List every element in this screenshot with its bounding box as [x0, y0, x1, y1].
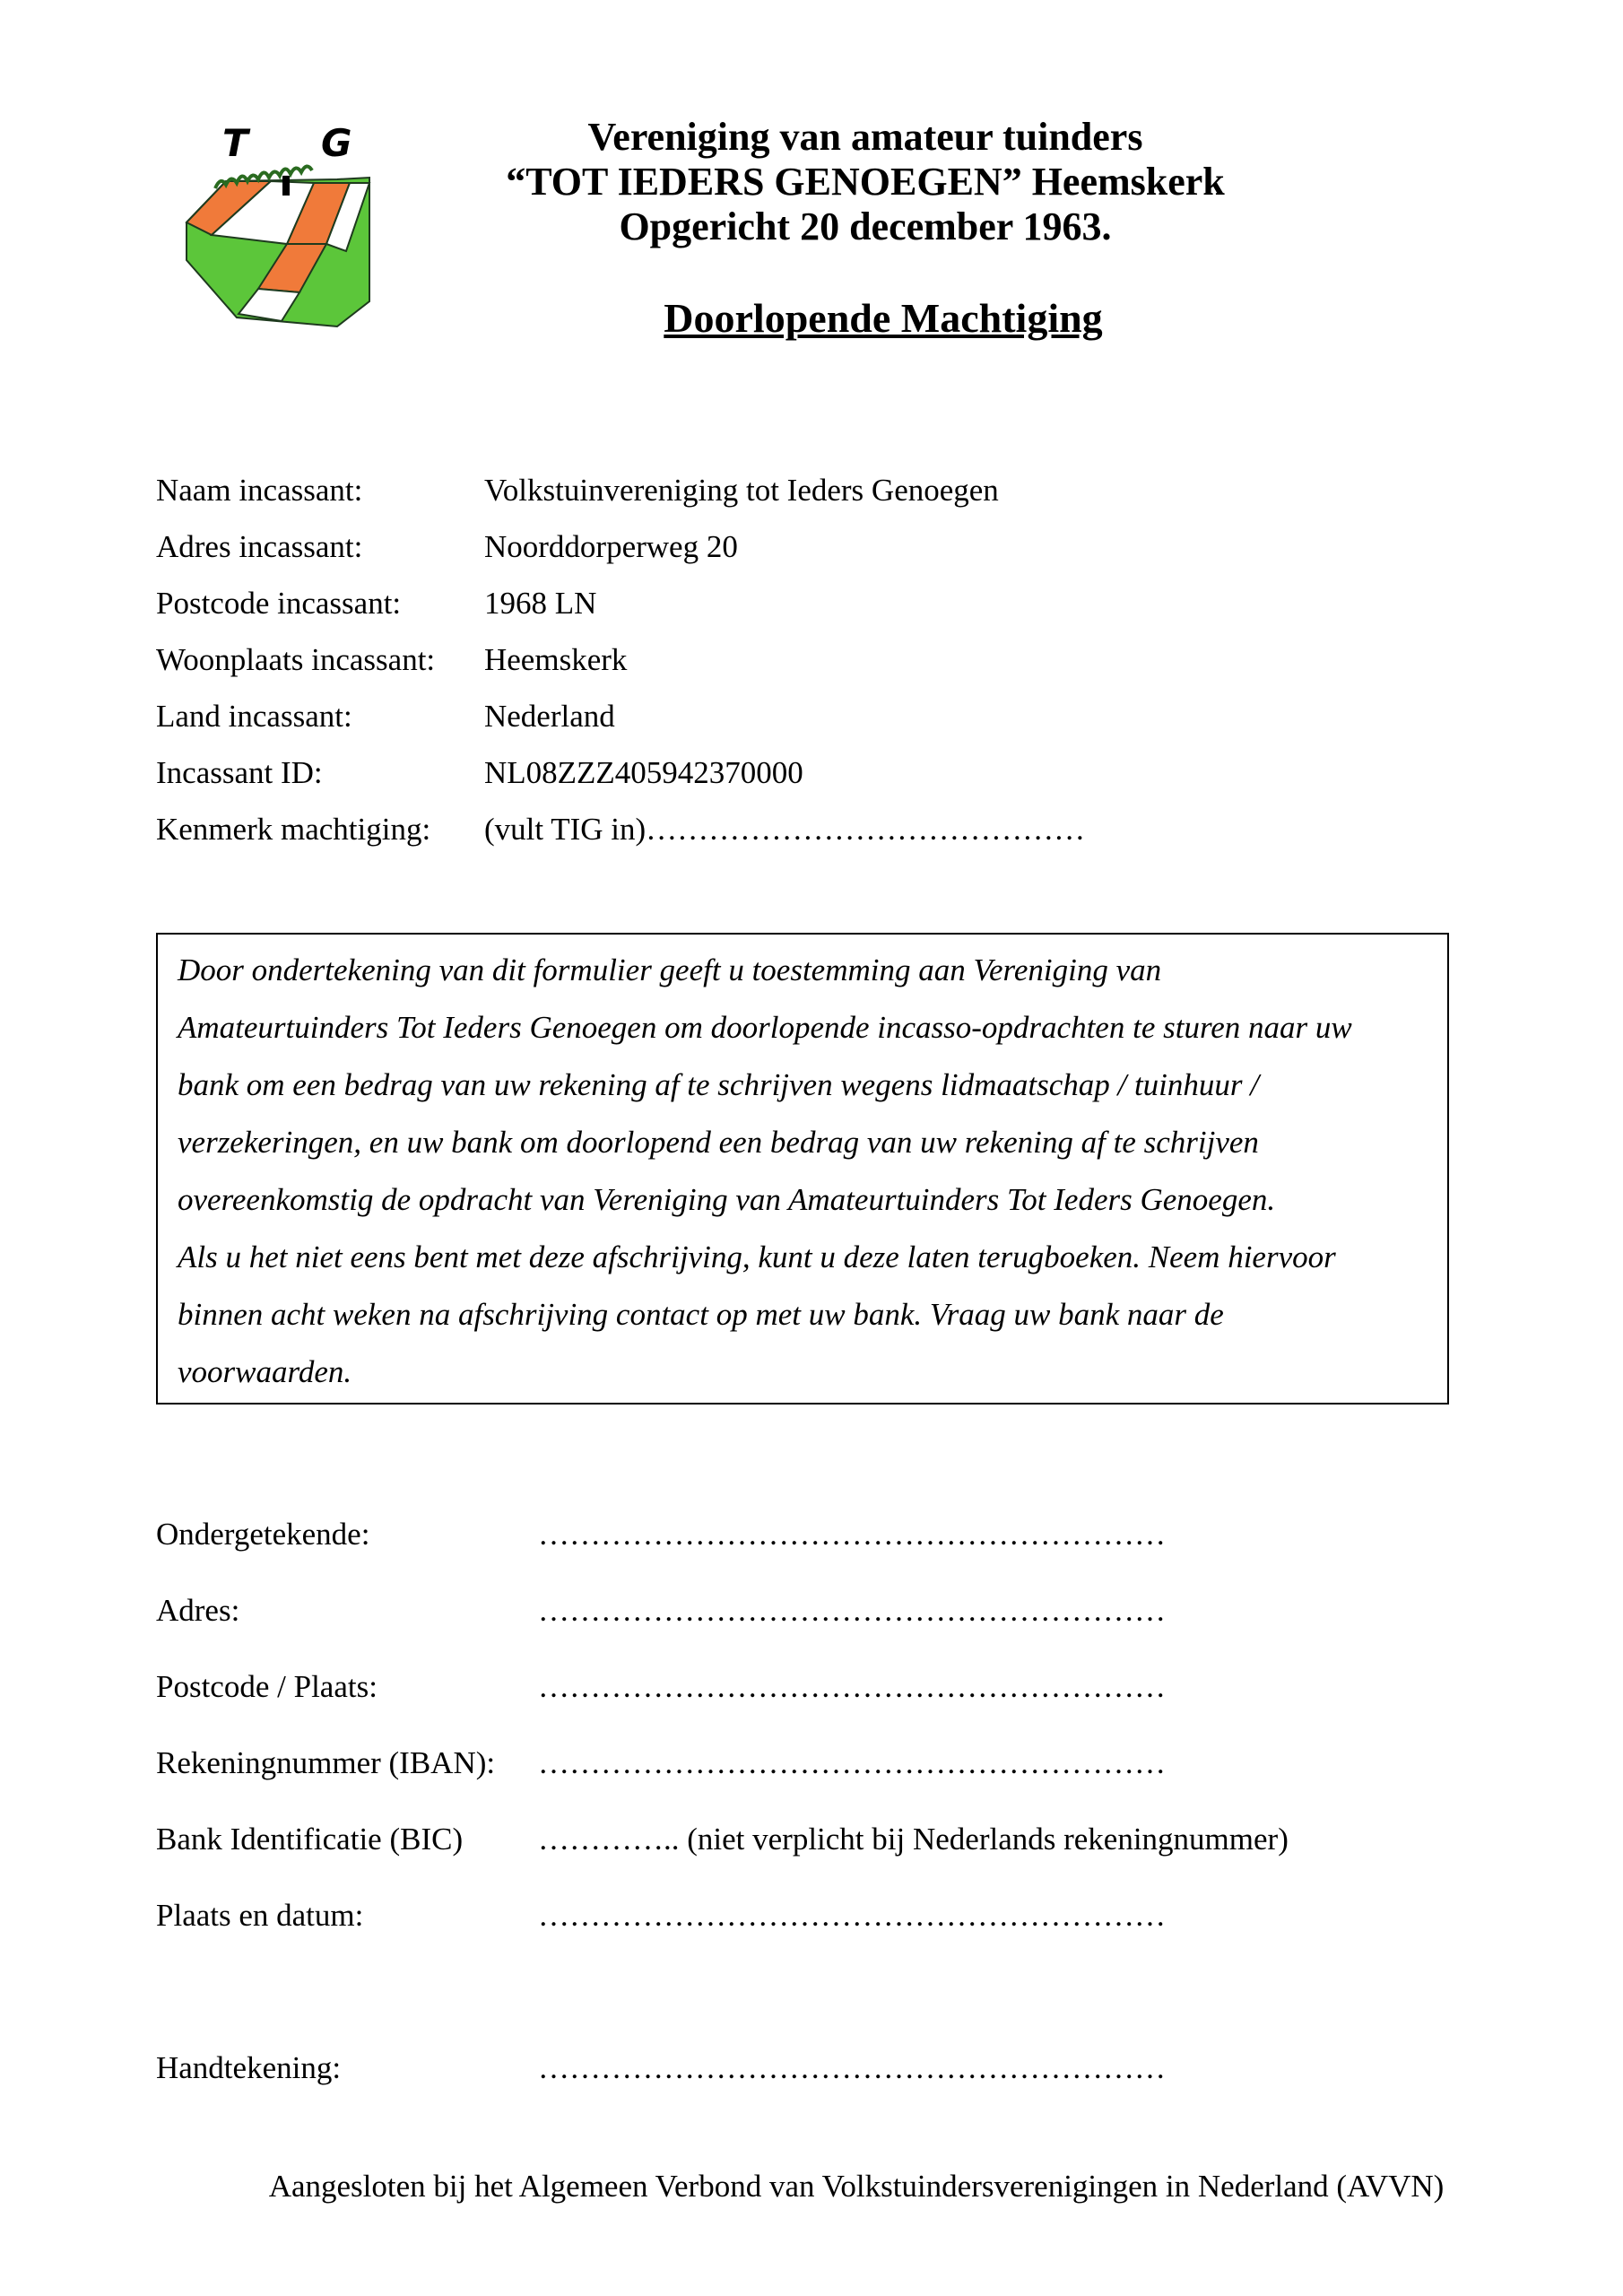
consent-line: binnen acht weken na afschrijving contact op met uw bank. Vraag uw bank naar de [178, 1297, 1224, 1332]
creditor-id-label: Incassant ID: [156, 755, 323, 790]
signatory-address-field[interactable]: …………………………………………………… [538, 1593, 1166, 1628]
iban-field[interactable]: …………………………………………………… [538, 1745, 1166, 1780]
creditor-country-label: Land incassant: [156, 699, 352, 734]
signatory-name-field[interactable]: …………………………………………………… [538, 1517, 1166, 1552]
mandate-reference-value: (vult TIG in)…………………………………… [484, 812, 1086, 847]
creditor-postcode-value: 1968 LN [484, 586, 597, 621]
creditor-address-label: Adres incassant: [156, 529, 363, 564]
signature-label: Handtekening: [156, 2050, 342, 2085]
creditor-city-label: Woonplaats incassant: [156, 642, 436, 677]
bic-label: Bank Identificatie (BIC) [156, 1822, 464, 1857]
logo-letter-g: G [321, 126, 352, 165]
creditor-name-label: Naam incassant: [156, 473, 363, 508]
place-date-field[interactable]: …………………………………………………… [538, 1898, 1166, 1933]
consent-line: Door ondertekening van dit formulier geeft u toestemming aan Vereniging van [178, 952, 1162, 987]
creditor-country-value: Nederland [484, 699, 615, 734]
signature-field[interactable]: …………………………………………………… [538, 2050, 1166, 2085]
logo-letter-t: T [222, 126, 248, 165]
consent-line: Als u het niet eens bent met deze afschrijving, kunt u deze laten terugboeken. Neem hiervoor [178, 1239, 1336, 1274]
bic-field[interactable]: ………….. (niet verplicht bij Nederlands rekeningnummer) [538, 1822, 1289, 1857]
signatory-postcode-label: Postcode / Plaats: [156, 1669, 378, 1704]
signatory-name-label: Ondergetekende: [156, 1517, 370, 1552]
creditor-name-value: Volkstuinvereniging tot Ieders Genoegen [484, 473, 999, 508]
consent-line: Amateurtuinders Tot Ieders Genoegen om doorlopende incasso-opdrachten te sturen naar uw [178, 1010, 1352, 1045]
consent-line: bank om een bedrag van uw rekening af te schrijven wegens lidmaatschap / tuinhuur / [178, 1067, 1259, 1102]
creditor-postcode-label: Postcode incassant: [156, 586, 402, 621]
creditor-address-value: Noorddorperweg 20 [484, 529, 738, 564]
tig-logo [179, 126, 386, 341]
creditor-city-value: Heemskerk [484, 642, 628, 677]
consent-line: verzekeringen, en uw bank om doorlopend een bedrag van uw rekening af te schrijven [178, 1125, 1259, 1160]
creditor-id-value: NL08ZZZ405942370000 [484, 755, 803, 790]
place-date-label: Plaats en datum: [156, 1898, 364, 1933]
footer-affiliation: Aangesloten bij het Algemeen Verbond van Volkstuindersverenigingen in Nederland (AVVN) [268, 2169, 1445, 2204]
signatory-postcode-field[interactable]: …………………………………………………… [538, 1669, 1166, 1704]
consent-text [178, 942, 1433, 1401]
document-title: Doorlopende Machtiging [664, 295, 1103, 341]
iban-label: Rekeningnummer (IBAN): [156, 1745, 496, 1780]
org-founded: Opgericht 20 december 1963. [619, 204, 1112, 248]
logo-i-bar [282, 176, 290, 196]
signatory-address-label: Adres: [156, 1593, 240, 1628]
consent-line: overeenkomstig de opdracht van Vereniging van Amateurtuinders Tot Ieders Genoegen. [178, 1182, 1276, 1217]
consent-box [156, 933, 1449, 1405]
mandate-reference-label: Kenmerk machtiging: [156, 812, 431, 847]
org-name-quoted: “TOT IEDERS GENOEGEN” Heemskerk [506, 160, 1225, 204]
consent-line: voorwaarden. [178, 1354, 352, 1389]
org-name-line: Vereniging van amateur tuinders [587, 115, 1143, 159]
